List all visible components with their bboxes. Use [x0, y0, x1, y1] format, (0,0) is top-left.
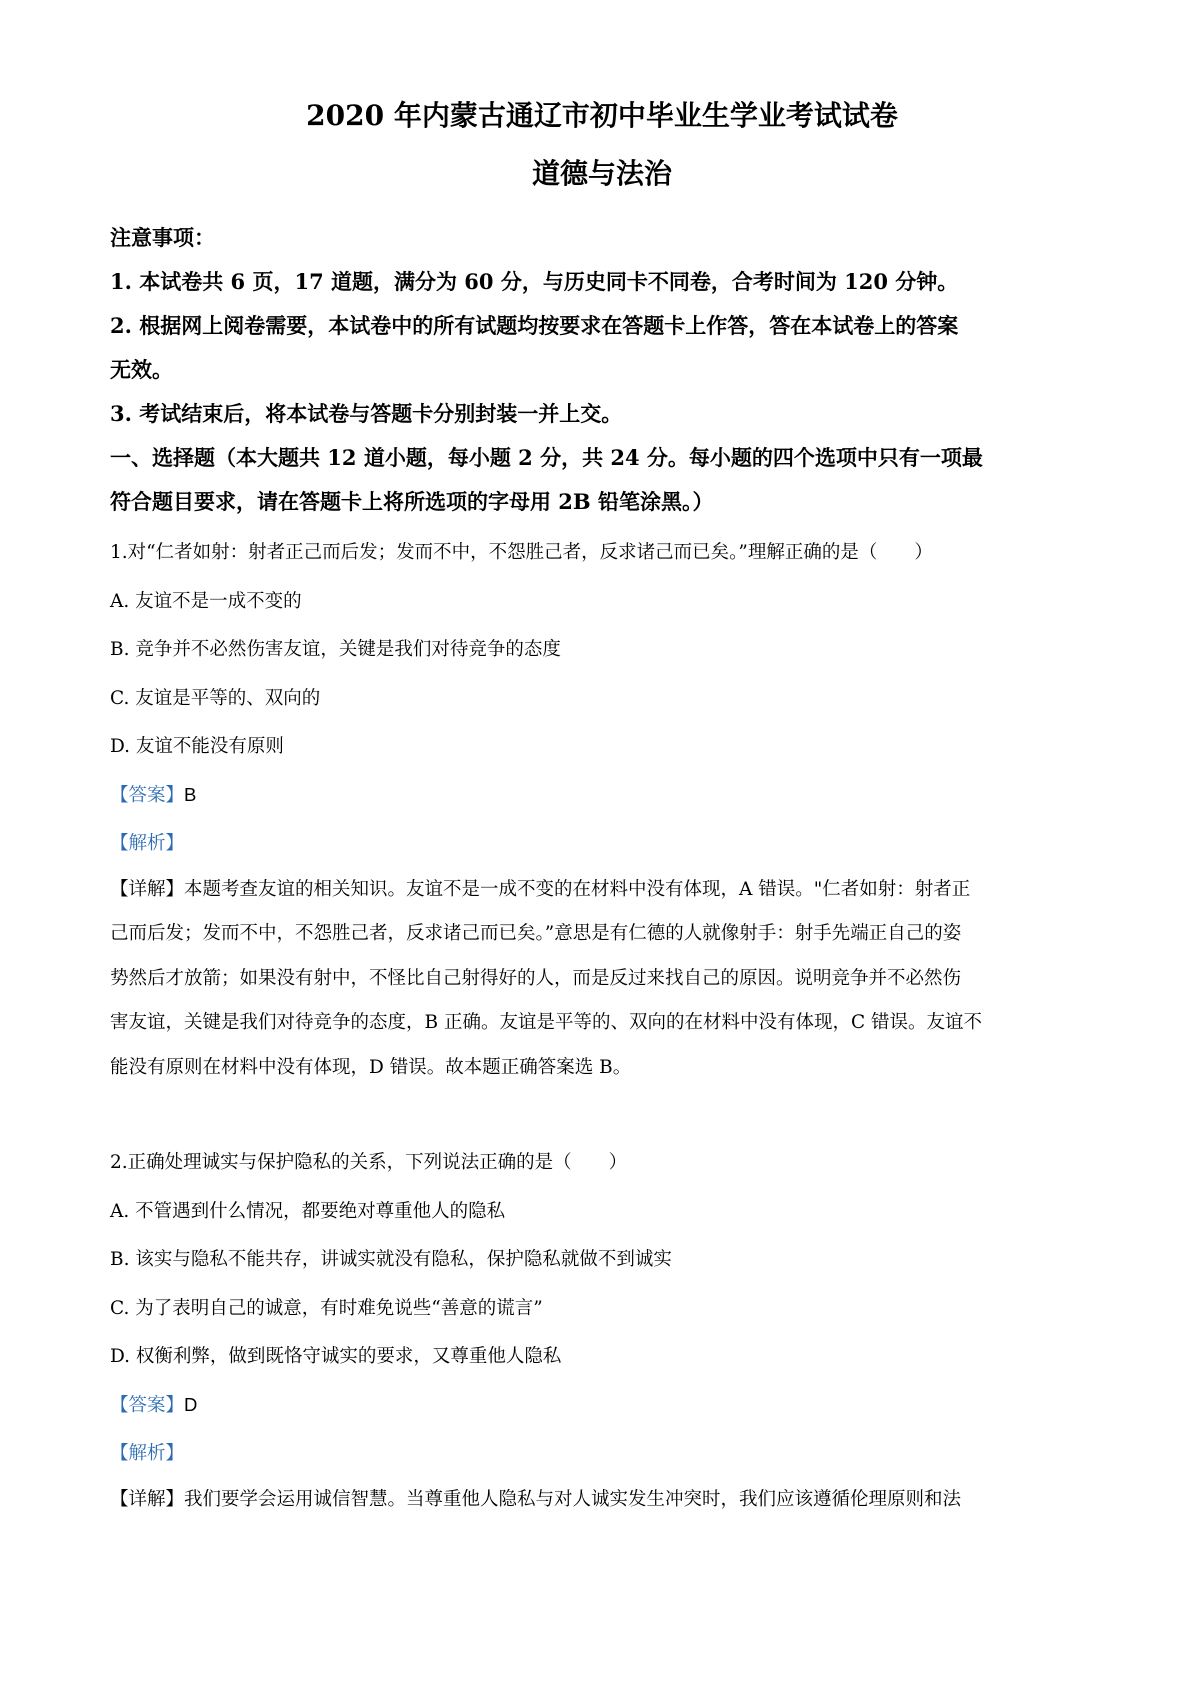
- analysis-tag: 【解析】: [110, 833, 185, 854]
- page-title: 2020 年内蒙古通辽市初中毕业生学业考试试卷: [306, 99, 898, 132]
- note-item: 1. 本试卷共 6 页，17 道题，满分为 60 分，与历史同卡不同卷，合考时间为 120 分钟。: [110, 269, 959, 294]
- analysis-line: [110, 819, 1094, 868]
- note-item: 无效。: [110, 357, 173, 382]
- option-text: B. 竞争并不必然伤害友谊，关键是我们对待竞争的态度: [110, 639, 561, 660]
- option-a: [110, 1187, 1094, 1236]
- detail-tag: 【详解】: [110, 878, 185, 900]
- question-stem-text: 1.对“仁者如射：射者正己而后发；发而不中，不怨胜己者，反求诸己而已矣。”理解正确的是（ ）: [110, 542, 933, 563]
- notes-heading: 注意事项：: [110, 225, 215, 250]
- detail-line: 势然后才放箭；如果没有射中，不怪比自己射得好的人，而是反过来找自己的原因。说明竞争并不必然伤: [110, 967, 962, 989]
- note-item: 3. 考试结束后，将本试卷与答题卡分别封装一并上交。: [110, 401, 623, 426]
- answer-line: [110, 1381, 1094, 1430]
- analysis-line: [110, 1429, 1094, 1478]
- section-heading: [110, 436, 1094, 524]
- option-c: [110, 674, 1094, 723]
- option-text: C. 为了表明自己的诚意，有时难免说些“善意的谎言”: [110, 1297, 543, 1319]
- detail-text: 我们要学会运用诚信智慧。当尊重他人隐私与对人诚实发生冲突时，我们应该遵循伦理原则和法: [184, 1488, 962, 1510]
- answer-tag: 【答案】: [110, 784, 185, 806]
- option-d: [110, 722, 1094, 771]
- option-text: A. 友谊不是一成不变的: [110, 590, 302, 612]
- analysis-tag: 【解析】: [110, 1443, 185, 1464]
- question-stem: [110, 528, 1094, 577]
- notes-section: [110, 216, 1094, 436]
- section-heading-line: 一、选择题（本大题共 12 道小题，每小题 2 分，共 24 分。每小题的四个选项中只有一项最: [110, 445, 983, 470]
- detail-line: 己而后发；发而不中，不怨胜己者，反求诸己而已矣。”意思是有仁德的人就像射手：射手先端正自己的姿: [110, 923, 962, 944]
- option-text: B. 该实与隐私不能共存，讲诚实就没有隐私，保护隐私就做不到诚实: [110, 1249, 672, 1270]
- detail-line: 害友谊，关键是我们对待竞争的态度，B 正确。友谊是平等的、双向的在材料中没有体现，C 错误。友谊不: [110, 1012, 983, 1033]
- option-text: D. 权衡利弊，做到既恪守诚实的要求，又尊重他人隐私: [110, 1346, 562, 1367]
- question-stem: [110, 1138, 1094, 1187]
- option-text: C. 友谊是平等的、双向的: [110, 687, 321, 709]
- detail-line: 能没有原则在材料中没有体现，D 错误。故本题正确答案选 B。: [110, 1056, 632, 1078]
- option-c: [110, 1284, 1094, 1333]
- question-2: [110, 1138, 1094, 1522]
- option-b: [110, 625, 1094, 674]
- spacer: [110, 1090, 1094, 1134]
- detail-text: 本题考查友谊的相关知识。友谊不是一成不变的在材料中没有体现，A 错误。"仁者如射：射者正: [184, 878, 971, 900]
- detail-line: [110, 1478, 1094, 1523]
- question-stem-text: 2.正确处理诚实与保护隐私的关系，下列说法正确的是（ ）: [110, 1152, 628, 1173]
- option-d: [110, 1332, 1094, 1381]
- detail-line: [110, 868, 1094, 913]
- question-1: [110, 528, 1094, 1090]
- answer-line: [110, 771, 1094, 820]
- option-b: [110, 1235, 1094, 1284]
- option-text: A. 不管遇到什么情况，都要绝对尊重他人的隐私: [110, 1200, 506, 1222]
- answer-value: D: [184, 1393, 198, 1415]
- detail-tag: 【详解】: [110, 1488, 185, 1510]
- option-a: [110, 577, 1094, 626]
- answer-value: B: [184, 783, 197, 805]
- section-heading-line: 符合题目要求，请在答题卡上将所选项的字母用 2B 铅笔涂黑。）: [110, 489, 714, 514]
- answer-tag: 【答案】: [110, 1394, 185, 1416]
- note-item: 2. 根据网上阅卷需要，本试卷中的所有试题均按要求在答题卡上作答，答在本试卷上的答案: [110, 313, 959, 338]
- option-text: D. 友谊不能没有原则: [110, 736, 284, 757]
- page-subtitle: 道德与法治: [531, 157, 672, 190]
